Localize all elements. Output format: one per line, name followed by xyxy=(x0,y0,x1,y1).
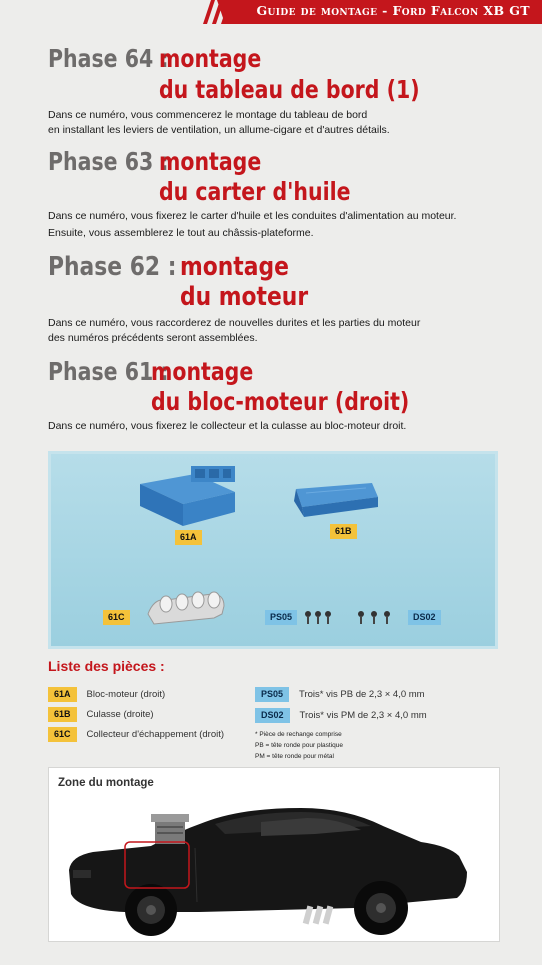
parts-list-item xyxy=(255,687,425,702)
phase-number: Phase 64 : xyxy=(48,44,169,73)
phase-number: Phase 63 : xyxy=(48,147,169,176)
parts-list-item xyxy=(48,727,224,742)
part-label: Collecteur d'échappement (droit) xyxy=(86,729,225,740)
phase-description-line1: Dans ce numéro, vous raccorderez de nouvelles durites et les parties du moteur xyxy=(48,317,421,329)
parts-note: * Pièce de rechange comprise xyxy=(255,731,342,738)
tag-ds02: DS02 xyxy=(408,610,441,625)
phase-description-line2: en installant les leviers de ventilation, un allume-cigare et d'autres détails. xyxy=(48,124,390,136)
tag-61b: 61B xyxy=(330,524,357,539)
parts-list-item xyxy=(48,707,154,722)
phase-description-line2: Ensuite, vous assemblerez le tout au châssis-plateforme. xyxy=(48,227,314,239)
phase-64-block xyxy=(48,44,528,140)
part-code-badge: PS05 xyxy=(255,687,289,702)
phase-title-line2: du tableau de bord (1) xyxy=(159,75,420,104)
header-title: Guide de montage - Ford Falcon XB GT xyxy=(256,3,530,18)
phase-61-block xyxy=(48,357,528,437)
part-code-badge: 61B xyxy=(48,707,77,722)
assembly-zone-panel xyxy=(48,767,500,942)
part-label: Culasse (droite) xyxy=(86,709,154,720)
phase-title-line2: du moteur xyxy=(180,282,309,312)
phase-number: Phase 62 : xyxy=(48,252,177,282)
parts-photo-panel xyxy=(48,451,498,649)
phase-title-line2: du carter d'huile xyxy=(159,177,351,206)
screws-ds02-image xyxy=(357,610,393,626)
parts-note: PM = tête ronde pour métal xyxy=(255,753,334,760)
tag-ps05: PS05 xyxy=(265,610,297,625)
parts-list-item xyxy=(255,708,427,723)
engine-block-part-image xyxy=(135,464,245,528)
phase-number: Phase 61 : xyxy=(48,357,169,386)
phase-title-line2: du bloc-moteur (droit) xyxy=(151,387,410,416)
page-header xyxy=(0,0,542,24)
parts-list-item xyxy=(48,687,165,702)
phase-description-line1: Dans ce numéro, vous fixerez le collecteur et la culasse au bloc-moteur droit. xyxy=(48,420,407,432)
part-label: Trois* vis PM de 2,3 × 4,0 mm xyxy=(299,710,427,721)
parts-note: PB = tête ronde pour plastique xyxy=(255,742,343,749)
part-label: Bloc-moteur (droit) xyxy=(86,689,166,700)
phase-title-line1: montage xyxy=(151,357,254,386)
phase-title-line1: montage xyxy=(180,252,289,282)
assembly-zone-title: Zone du montage xyxy=(58,777,154,789)
part-code-badge: 61C xyxy=(48,727,77,742)
phase-description-line2: des numéros précédents seront assemblées. xyxy=(48,332,258,344)
tag-61c: 61C xyxy=(103,610,130,625)
phase-title-line1: montage xyxy=(159,44,262,73)
parts-list-title: Liste des pièces : xyxy=(48,658,165,674)
car-illustration xyxy=(65,790,481,940)
phase-description-line1: Dans ce numéro, vous fixerez le carter d'huile et les conduites d'alimentation au moteur. xyxy=(48,210,457,222)
part-label: Trois* vis PB de 2,3 × 4,0 mm xyxy=(299,689,425,700)
phase-description-line1: Dans ce numéro, vous commencerez le montage du tableau de bord xyxy=(48,109,368,121)
cylinder-head-part-image xyxy=(292,479,382,519)
part-code-badge: DS02 xyxy=(255,708,290,723)
phase-63-block xyxy=(48,147,528,243)
tag-61a: 61A xyxy=(175,530,202,545)
phase-title-line1: montage xyxy=(159,147,262,176)
phase-62-block xyxy=(48,252,528,348)
exhaust-manifold-part-image xyxy=(144,584,228,626)
screws-ps05-image xyxy=(304,610,334,626)
part-code-badge: 61A xyxy=(48,687,77,702)
